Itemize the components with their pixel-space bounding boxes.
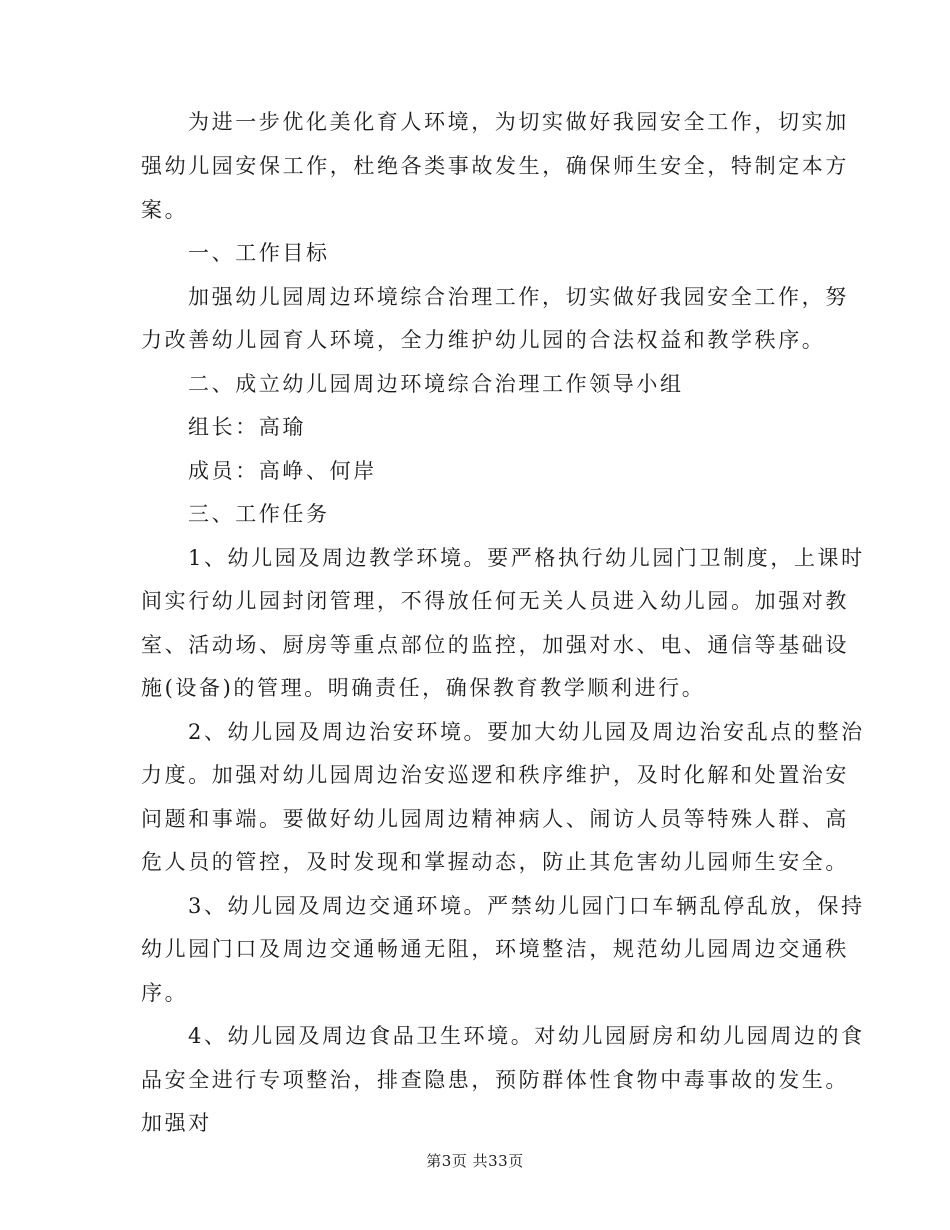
- paragraph-line: 3、幼儿园及周边交通环境。严禁幼儿园门口车辆乱停乱放，保持: [188, 894, 865, 918]
- paragraph-line: 品安全进行专项整治，排查隐患，预防群体性食物中毒事故的发生。: [141, 1068, 849, 1092]
- paragraph-line: 1、幼儿园及周边教学环境。要严格执行幼儿园门卫制度，上课时: [188, 546, 865, 570]
- paragraph-line: 室、活动场、厨房等重点部位的监控，加强对水、电、通信等基础设: [141, 633, 849, 657]
- paragraph-line: 问题和事端。要做好幼儿园周边精神病人、闹访人员等特殊人群、高: [141, 807, 849, 831]
- paragraph-line: 案。: [141, 198, 189, 222]
- paragraph-line: 幼儿园门口及周边交通畅通无阻，环境整洁，规范幼儿园周边交通秩: [141, 937, 849, 961]
- section-heading: 二、成立幼儿园周边环境综合治理工作领导小组: [188, 372, 684, 396]
- paragraph-line: 为进一步优化美化育人环境，为切实做好我园安全工作，切实加: [188, 110, 849, 134]
- section-heading: 一、工作目标: [188, 241, 330, 265]
- paragraph-line: 加强对: [141, 1111, 212, 1135]
- paragraph-line: 成员：高峥、何岸: [188, 459, 377, 483]
- paragraph-line: 4、幼儿园及周边食品卫生环境。对幼儿园厨房和幼儿园周边的食: [188, 1024, 865, 1048]
- paragraph-line: 序。: [141, 981, 189, 1005]
- section-heading: 三、工作任务: [188, 502, 330, 526]
- paragraph-line: 间实行幼儿园封闭管理，不得放任何无关人员进入幼儿园。加强对教: [141, 589, 849, 613]
- paragraph-line: 危人员的管控，及时发现和掌握动态，防止其危害幼儿园师生安全。: [141, 850, 849, 874]
- paragraph-line: 强幼儿园安保工作，杜绝各类事故发生，确保师生安全，特制定本方: [141, 154, 849, 178]
- paragraph-line: 组长：高瑜: [188, 415, 306, 439]
- paragraph-line: 施(设备)的管理。明确责任，确保教育教学顺利进行。: [141, 676, 706, 700]
- paragraph-line: 力度。加强对幼儿园周边治安巡逻和秩序维护，及时化解和处置治安: [141, 763, 849, 787]
- page-number-footer: 第3页 共33页: [426, 1152, 524, 1170]
- paragraph-line: 加强幼儿园周边环境综合治理工作，切实做好我园安全工作，努: [188, 285, 849, 309]
- paragraph-line: 2、幼儿园及周边治安环境。要加大幼儿园及周边治安乱点的整治: [188, 720, 865, 744]
- paragraph-line: 力改善幼儿园育人环境，全力维护幼儿园的合法权益和教学秩序。: [141, 328, 826, 352]
